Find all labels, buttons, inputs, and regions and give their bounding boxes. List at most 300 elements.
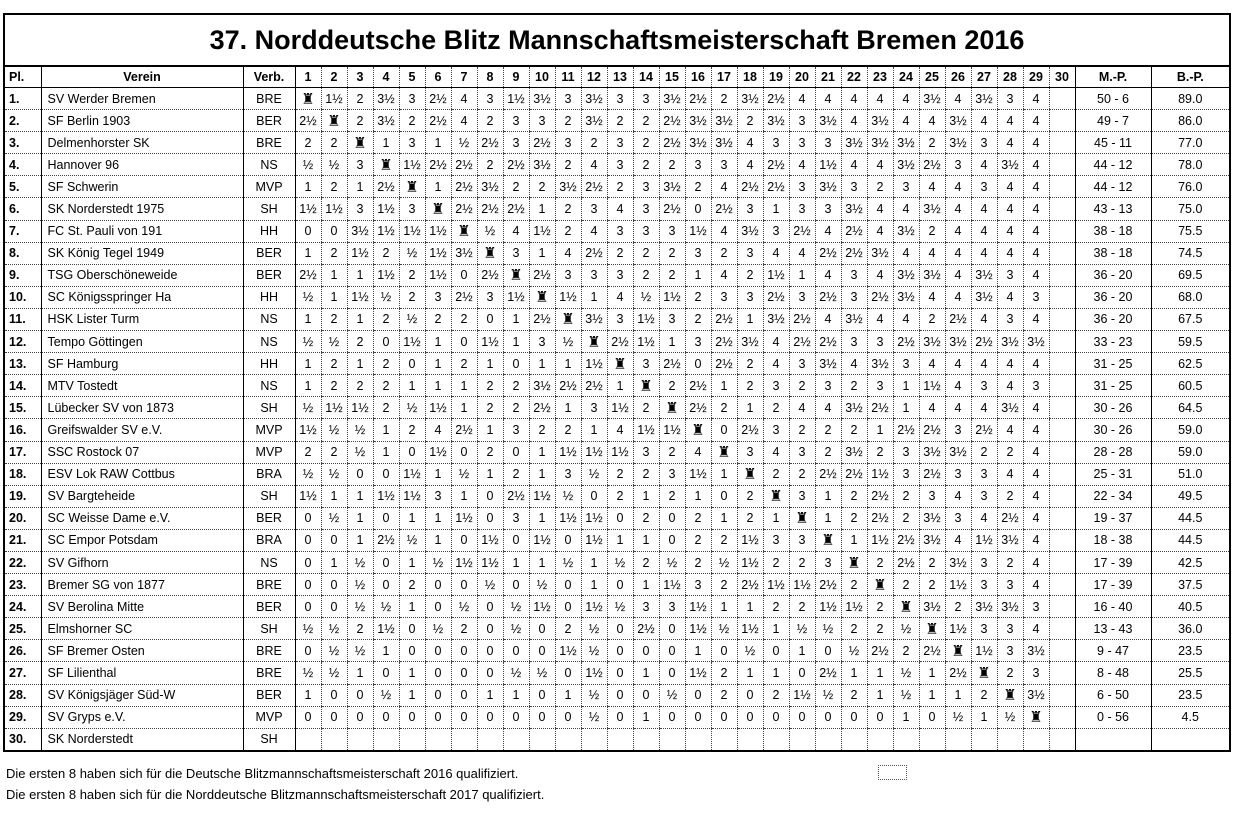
result-cell: 3½ <box>945 132 971 154</box>
result-cell: 4 <box>997 198 1023 220</box>
result-cell: 1 <box>633 662 659 684</box>
result-cell: 4 <box>711 264 737 286</box>
club-name-cell: TSG Oberschöneweide <box>41 264 243 286</box>
result-cell: 0 <box>815 706 841 728</box>
result-cell: 3 <box>841 331 867 353</box>
result-cell: 0 <box>659 618 685 640</box>
result-cell: 1½ <box>919 375 945 397</box>
result-cell: 4 <box>893 198 919 220</box>
result-cell: 2 <box>477 441 503 463</box>
result-cell: ½ <box>295 463 321 485</box>
table-row <box>5 110 1229 132</box>
club-name-cell: SV Königsjäger Süd-W <box>41 684 243 706</box>
header-round-18: 18 <box>737 67 763 88</box>
result-cell: 1 <box>685 485 711 507</box>
match-points-cell: 17 - 39 <box>1075 574 1151 596</box>
result-cell <box>659 728 685 750</box>
result-cell: 4 <box>763 331 789 353</box>
result-cell: 1½ <box>685 220 711 242</box>
result-cell: 2½ <box>711 353 737 375</box>
result-cell: 3 <box>997 88 1023 110</box>
result-cell: 1 <box>971 706 997 728</box>
result-cell: 1½ <box>737 529 763 551</box>
result-cell: 0 <box>477 618 503 640</box>
rook-icon: ♜ <box>945 640 971 662</box>
result-cell: 3½ <box>971 264 997 286</box>
board-points-cell: 23.5 <box>1151 640 1229 662</box>
result-cell: 3 <box>633 220 659 242</box>
page-title: 37. Norddeutsche Blitz Mannschaftsmeisterschaft Bremen 2016 <box>5 15 1229 67</box>
result-cell: 1½ <box>581 662 607 684</box>
association-cell: NS <box>243 551 295 573</box>
rook-icon: ♜ <box>399 176 425 198</box>
result-cell: 4 <box>763 242 789 264</box>
board-points-cell: 59.0 <box>1151 441 1229 463</box>
result-cell: 0 <box>425 574 451 596</box>
result-cell: 2½ <box>789 331 815 353</box>
result-cell: ½ <box>659 551 685 573</box>
result-cell: 3 <box>789 353 815 375</box>
result-cell: 2 <box>997 662 1023 684</box>
result-cell: ½ <box>945 706 971 728</box>
result-cell: 4 <box>997 220 1023 242</box>
result-cell: 1½ <box>373 220 399 242</box>
association-cell: BRA <box>243 529 295 551</box>
result-cell: ½ <box>555 485 581 507</box>
association-cell: BER <box>243 507 295 529</box>
result-cell: 3½ <box>373 110 399 132</box>
result-cell: 0 <box>503 640 529 662</box>
table-row <box>5 728 1229 750</box>
result-cell: 0 <box>347 684 373 706</box>
result-cell: 1 <box>581 574 607 596</box>
result-cell: 1 <box>711 596 737 618</box>
result-cell: 2½ <box>763 176 789 198</box>
result-cell <box>1049 176 1075 198</box>
result-cell: 0 <box>555 529 581 551</box>
table-row <box>5 375 1229 397</box>
board-points-cell: 4.5 <box>1151 706 1229 728</box>
association-cell: MVP <box>243 706 295 728</box>
rook-icon: ♜ <box>581 331 607 353</box>
result-cell <box>711 728 737 750</box>
club-name-cell: SV Werder Bremen <box>41 88 243 110</box>
result-cell: ½ <box>815 618 841 640</box>
result-cell: 2 <box>555 198 581 220</box>
result-cell: 0 <box>295 220 321 242</box>
result-cell: 3½ <box>919 88 945 110</box>
result-cell: 3½ <box>373 88 399 110</box>
place-cell: 3. <box>5 132 41 154</box>
match-points-cell: 44 - 12 <box>1075 154 1151 176</box>
result-cell: 2½ <box>763 286 789 308</box>
result-cell: 2 <box>711 242 737 264</box>
result-cell: 4 <box>581 154 607 176</box>
result-cell: 4 <box>1023 220 1049 242</box>
place-cell: 19. <box>5 485 41 507</box>
rook-icon: ♜ <box>1023 706 1049 728</box>
result-cell <box>607 728 633 750</box>
result-cell: 3½ <box>971 88 997 110</box>
club-name-cell: HSK Lister Turm <box>41 308 243 330</box>
result-cell: 2 <box>841 618 867 640</box>
result-cell: 4 <box>945 242 971 264</box>
result-cell: 1 <box>685 640 711 662</box>
rook-icon: ♜ <box>451 220 477 242</box>
result-cell: 3½ <box>997 397 1023 419</box>
result-cell: 0 <box>295 529 321 551</box>
match-points-cell: 25 - 31 <box>1075 463 1151 485</box>
result-cell: ½ <box>581 618 607 640</box>
result-cell: 3 <box>789 110 815 132</box>
result-cell: 0 <box>841 706 867 728</box>
result-cell: 1 <box>555 397 581 419</box>
result-cell: 2½ <box>971 331 997 353</box>
result-cell: 2 <box>893 574 919 596</box>
result-cell: 1½ <box>347 397 373 419</box>
header-round-7: 7 <box>451 67 477 88</box>
table-row <box>5 132 1229 154</box>
club-name-cell: Lübecker SV von 1873 <box>41 397 243 419</box>
result-cell: 0 <box>607 618 633 640</box>
result-cell: 2½ <box>945 662 971 684</box>
result-cell: 4 <box>971 220 997 242</box>
result-cell: 2½ <box>737 419 763 441</box>
result-cell: 4 <box>919 353 945 375</box>
result-cell: 2½ <box>477 198 503 220</box>
result-cell: 2 <box>789 463 815 485</box>
result-cell: 1 <box>477 684 503 706</box>
result-cell: 1 <box>581 286 607 308</box>
result-cell: 4 <box>815 220 841 242</box>
header-round-25: 25 <box>919 67 945 88</box>
result-cell: ½ <box>321 463 347 485</box>
result-cell: 1 <box>763 198 789 220</box>
result-cell: 3 <box>659 220 685 242</box>
result-cell: 1 <box>893 375 919 397</box>
result-cell: 1 <box>893 397 919 419</box>
result-cell: 2 <box>347 88 373 110</box>
result-cell: 3 <box>737 198 763 220</box>
result-cell: 1 <box>841 529 867 551</box>
result-cell: 1 <box>399 662 425 684</box>
place-cell: 1. <box>5 88 41 110</box>
result-cell: 4 <box>841 154 867 176</box>
result-cell: 2 <box>503 176 529 198</box>
rook-icon: ♜ <box>971 662 997 684</box>
result-cell: 4 <box>1023 397 1049 419</box>
result-cell: 2 <box>347 375 373 397</box>
result-cell: 1 <box>529 198 555 220</box>
table-row <box>5 308 1229 330</box>
result-cell <box>1049 375 1075 397</box>
result-cell: 4 <box>945 176 971 198</box>
club-name-cell: SV Bargteheide <box>41 485 243 507</box>
result-cell: 0 <box>425 596 451 618</box>
table-row <box>5 507 1229 529</box>
result-cell: 2 <box>633 110 659 132</box>
result-cell: 4 <box>555 242 581 264</box>
result-cell: 3½ <box>971 596 997 618</box>
association-cell: MVP <box>243 441 295 463</box>
result-cell: 0 <box>295 706 321 728</box>
result-cell <box>841 728 867 750</box>
result-cell: 3 <box>1023 662 1049 684</box>
result-cell: 2½ <box>529 397 555 419</box>
result-cell: 4 <box>971 507 997 529</box>
result-cell: 1 <box>529 507 555 529</box>
result-cell: 0 <box>711 640 737 662</box>
result-cell: 3 <box>607 154 633 176</box>
result-cell: 1½ <box>685 662 711 684</box>
result-cell <box>1049 220 1075 242</box>
place-cell: 15. <box>5 397 41 419</box>
result-cell: 2 <box>893 640 919 662</box>
rook-icon: ♜ <box>425 198 451 220</box>
result-cell: 3 <box>893 176 919 198</box>
result-cell: 2½ <box>581 375 607 397</box>
result-cell: 1 <box>555 353 581 375</box>
match-points-cell: 50 - 6 <box>1075 88 1151 110</box>
result-cell: 0 <box>503 574 529 596</box>
result-cell: 3 <box>711 286 737 308</box>
result-cell: 3 <box>815 198 841 220</box>
result-cell: 2 <box>633 397 659 419</box>
result-cell: 1 <box>529 551 555 573</box>
result-cell: 4 <box>867 154 893 176</box>
header-round-19: 19 <box>763 67 789 88</box>
board-points-cell: 51.0 <box>1151 463 1229 485</box>
result-cell: 4 <box>867 88 893 110</box>
result-cell: 0 <box>347 463 373 485</box>
result-cell: 2 <box>321 132 347 154</box>
result-cell: 3½ <box>451 242 477 264</box>
result-cell: 2½ <box>581 242 607 264</box>
result-cell: 2 <box>737 353 763 375</box>
table-row <box>5 242 1229 264</box>
result-cell: ½ <box>295 397 321 419</box>
result-cell <box>1049 662 1075 684</box>
result-cell: 4 <box>997 419 1023 441</box>
result-cell <box>789 728 815 750</box>
result-cell: 1½ <box>633 308 659 330</box>
rook-icon: ♜ <box>867 574 893 596</box>
result-cell: 2½ <box>451 154 477 176</box>
result-cell: 1½ <box>425 242 451 264</box>
result-cell: 0 <box>607 706 633 728</box>
result-cell: 3½ <box>581 88 607 110</box>
result-cell: 1½ <box>321 88 347 110</box>
result-cell: 3½ <box>945 331 971 353</box>
table-row <box>5 264 1229 286</box>
result-cell: 4 <box>711 176 737 198</box>
result-cell: 0 <box>347 706 373 728</box>
result-cell: 4 <box>945 397 971 419</box>
association-cell: NS <box>243 331 295 353</box>
result-cell: 1 <box>295 176 321 198</box>
result-cell: ½ <box>503 618 529 640</box>
result-cell <box>1049 88 1075 110</box>
result-cell: 2 <box>607 110 633 132</box>
header-round-2: 2 <box>321 67 347 88</box>
result-cell: 4 <box>971 353 997 375</box>
result-cell: 4 <box>971 198 997 220</box>
result-cell: 0 <box>321 684 347 706</box>
result-cell: 2 <box>633 154 659 176</box>
association-cell: BRE <box>243 640 295 662</box>
result-cell: 2½ <box>815 463 841 485</box>
result-cell: 2 <box>919 574 945 596</box>
rook-icon: ♜ <box>555 308 581 330</box>
result-cell: ½ <box>425 551 451 573</box>
board-points-cell: 59.0 <box>1151 419 1229 441</box>
table-row <box>5 154 1229 176</box>
result-cell: 2 <box>737 507 763 529</box>
result-cell <box>1049 640 1075 662</box>
association-cell: HH <box>243 286 295 308</box>
result-cell: 0 <box>477 706 503 728</box>
board-points-cell: 44.5 <box>1151 507 1229 529</box>
result-cell: 2 <box>659 264 685 286</box>
result-cell: 1 <box>737 397 763 419</box>
association-cell: BER <box>243 596 295 618</box>
result-cell <box>451 728 477 750</box>
result-cell: 0 <box>503 441 529 463</box>
result-cell: 3 <box>971 485 997 507</box>
result-cell: 1½ <box>399 220 425 242</box>
result-cell: 1½ <box>425 397 451 419</box>
result-cell: 4 <box>1023 264 1049 286</box>
result-cell: 1 <box>425 353 451 375</box>
club-name-cell: SK Norderstedt 1975 <box>41 198 243 220</box>
match-points-cell: 36 - 20 <box>1075 286 1151 308</box>
result-cell: 2 <box>347 618 373 640</box>
result-cell: 3½ <box>581 308 607 330</box>
result-cell: 0 <box>425 640 451 662</box>
match-points-cell: 45 - 11 <box>1075 132 1151 154</box>
result-cell: 2½ <box>763 154 789 176</box>
result-cell: 4 <box>815 264 841 286</box>
club-name-cell: SK Norderstedt <box>41 728 243 750</box>
result-cell <box>633 728 659 750</box>
club-name-cell: SC Weisse Dame e.V. <box>41 507 243 529</box>
result-cell: 0 <box>399 618 425 640</box>
result-cell: 1 <box>581 551 607 573</box>
result-cell: 0 <box>711 706 737 728</box>
result-cell: ½ <box>295 618 321 640</box>
place-cell: 14. <box>5 375 41 397</box>
result-cell: 2 <box>997 485 1023 507</box>
result-cell: 1½ <box>581 353 607 375</box>
result-cell: 0 <box>659 640 685 662</box>
result-cell: 0 <box>763 640 789 662</box>
result-cell <box>1049 596 1075 618</box>
result-cell: 1 <box>347 176 373 198</box>
result-cell: 1½ <box>581 507 607 529</box>
result-cell: 2 <box>685 529 711 551</box>
result-cell: 0 <box>295 551 321 573</box>
result-cell: 4 <box>815 88 841 110</box>
place-cell: 11. <box>5 308 41 330</box>
association-cell: BER <box>243 242 295 264</box>
result-cell: 4 <box>945 286 971 308</box>
result-cell <box>373 728 399 750</box>
result-cell: 1 <box>425 331 451 353</box>
match-points-cell: 9 - 47 <box>1075 640 1151 662</box>
result-cell: 4 <box>789 88 815 110</box>
result-cell: 4 <box>971 154 997 176</box>
header-board-points: B.-P. <box>1151 67 1229 88</box>
result-cell: 1½ <box>659 419 685 441</box>
result-cell: 2½ <box>711 331 737 353</box>
result-cell: 1½ <box>529 596 555 618</box>
result-cell: 4 <box>503 220 529 242</box>
result-cell: 1 <box>321 551 347 573</box>
result-cell: 4 <box>607 419 633 441</box>
club-name-cell: Greifswalder SV e.V. <box>41 419 243 441</box>
result-cell: 0 <box>451 574 477 596</box>
result-cell: 0 <box>295 507 321 529</box>
result-cell: 3½ <box>815 176 841 198</box>
result-cell: 1 <box>347 485 373 507</box>
result-cell: 3½ <box>711 110 737 132</box>
result-cell: 0 <box>451 441 477 463</box>
result-cell: ½ <box>373 684 399 706</box>
result-cell: 3 <box>607 220 633 242</box>
result-cell: 1 <box>789 264 815 286</box>
result-cell: 3 <box>633 176 659 198</box>
result-cell <box>347 728 373 750</box>
result-cell: ½ <box>399 242 425 264</box>
board-points-cell: 49.5 <box>1151 485 1229 507</box>
table-row <box>5 662 1229 684</box>
result-cell: 1½ <box>555 286 581 308</box>
result-cell: 0 <box>373 551 399 573</box>
club-name-cell: FC St. Pauli von 191 <box>41 220 243 242</box>
board-points-cell: 74.5 <box>1151 242 1229 264</box>
header-round-28: 28 <box>997 67 1023 88</box>
rook-icon: ♜ <box>841 551 867 573</box>
place-cell: 6. <box>5 198 41 220</box>
result-cell: 3½ <box>737 331 763 353</box>
board-points-cell: 37.5 <box>1151 574 1229 596</box>
result-cell: 3 <box>867 331 893 353</box>
result-cell: 4 <box>1023 176 1049 198</box>
result-cell: 1 <box>347 353 373 375</box>
result-cell: 3 <box>347 198 373 220</box>
result-cell: 1½ <box>295 485 321 507</box>
result-cell: 0 <box>477 507 503 529</box>
result-cell: 3 <box>685 154 711 176</box>
header-round-9: 9 <box>503 67 529 88</box>
result-cell: 0 <box>451 331 477 353</box>
result-cell: 3½ <box>919 529 945 551</box>
result-cell: 0 <box>659 662 685 684</box>
result-cell: 0 <box>399 441 425 463</box>
result-cell: 1 <box>737 308 763 330</box>
result-cell <box>1023 728 1049 750</box>
table-row <box>5 596 1229 618</box>
result-cell <box>1049 419 1075 441</box>
rook-icon: ♜ <box>789 507 815 529</box>
result-cell: 2 <box>867 441 893 463</box>
result-cell: 4 <box>945 198 971 220</box>
table-row <box>5 640 1229 662</box>
result-cell: 0 <box>711 485 737 507</box>
result-cell: 3½ <box>919 264 945 286</box>
result-cell: 4 <box>1023 353 1049 375</box>
result-cell: 3½ <box>529 154 555 176</box>
